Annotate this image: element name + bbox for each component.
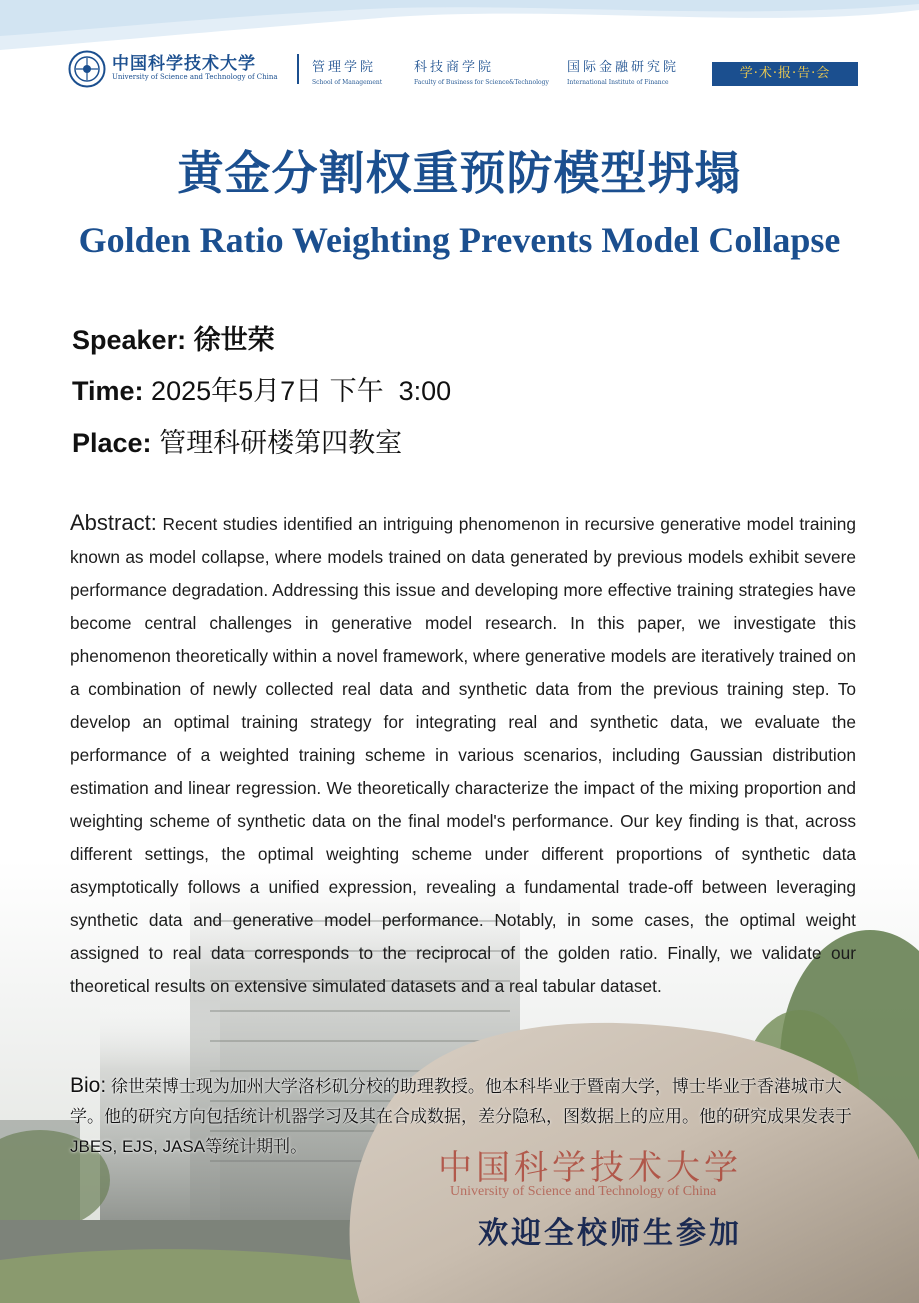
- university-emblem-icon: [68, 50, 106, 88]
- place-label: Place:: [72, 428, 152, 458]
- school-management: [312, 56, 382, 86]
- speaker-line: [72, 318, 275, 357]
- school-name-en: Faculty of Business for Science&Technology: [414, 79, 549, 86]
- school-business: [414, 56, 549, 86]
- school-name-en: School of Management: [312, 79, 383, 86]
- abstract-label: Abstract:: [70, 510, 157, 535]
- header-divider: [297, 54, 299, 84]
- abstract: [70, 506, 856, 1003]
- seminar-badge: 学·术·报·告·会: [712, 62, 858, 86]
- university-name-cn: 中国科学技术大学: [112, 54, 256, 74]
- university-name-en: University of Science and Technology of China: [112, 73, 278, 81]
- speaker-label: Speaker:: [72, 325, 187, 355]
- school-finance: [567, 56, 679, 86]
- place-line: [72, 421, 402, 460]
- rock-inscription-en: University of Science and Technology of China: [450, 1184, 717, 1199]
- school-name-cn: 国际金融研究院: [567, 60, 680, 75]
- time-label: Time:: [72, 376, 144, 406]
- bio-text: 徐世荣博士现为加州大学洛杉矶分校的助理教授。他本科毕业于暨南大学，博士毕业于香港城市大学。他的研究方向包括统计机器学习及其在合成数据，差分隐私，图数据上的应用。他的研究成果发表于JBES, EJS, JASA等统计期刊。: [70, 1077, 852, 1156]
- rock-inscription-cn: 中国科学技术大学: [438, 1148, 742, 1188]
- title-en: Golden Ratio Weighting Prevents Model Collapse: [78, 220, 841, 260]
- time-line: [72, 369, 451, 408]
- welcome-text: 欢迎全校师生参加: [478, 1216, 742, 1251]
- bio-label: Bio:: [70, 1074, 107, 1097]
- school-name-cn: 科技商学院: [414, 60, 495, 75]
- time-value: 2025年5月7日 下午 3:00: [151, 376, 452, 406]
- abstract-text: Recent studies identified an intriguing phenomenon in recursive generative model training known as model collapse, where models trained on data generated by previous models exhibit severe performance degradation. Addressing this issue and developing more effective training strategies have become central challenges in generative model research. In this paper, we investigate this phenomenon theoretically within a novel framework, where generative models are iteratively trained on a combination of newly collected real data and synthetic data from the previous training step. To develop an optimal training strategy for integrating real and synthetic data, we evaluate the performance of a weighted training scheme in various scenarios, including Gaussian distribution estimation and linear regression. We theoretically characterize the impact of the mixing proportion and weighting scheme of synthetic data on the final model's performance. Our key finding is that, across different settings, the optimal weighting scheme under different proportions of synthetic data asymptotically follows a unified expression, revealing a fundamental trade-off between leveraging synthetic data and generative model performance. Notably, in some cases, the optimal weight assigned to real data corresponds to the reciprocal of the golden ratio. Finally, we validate our theoretical results on extensive simulated datasets and a real tabular dataset.: [70, 514, 856, 996]
- header: [68, 46, 858, 90]
- place-value: 管理科研楼第四教室: [159, 428, 403, 458]
- title-cn: 黄金分割权重预防模型坍塌: [177, 146, 742, 200]
- speaker-name: 徐世荣: [193, 325, 275, 355]
- school-name-en: International Institute of Finance: [567, 79, 669, 86]
- school-name-cn: 管理学院: [312, 60, 377, 75]
